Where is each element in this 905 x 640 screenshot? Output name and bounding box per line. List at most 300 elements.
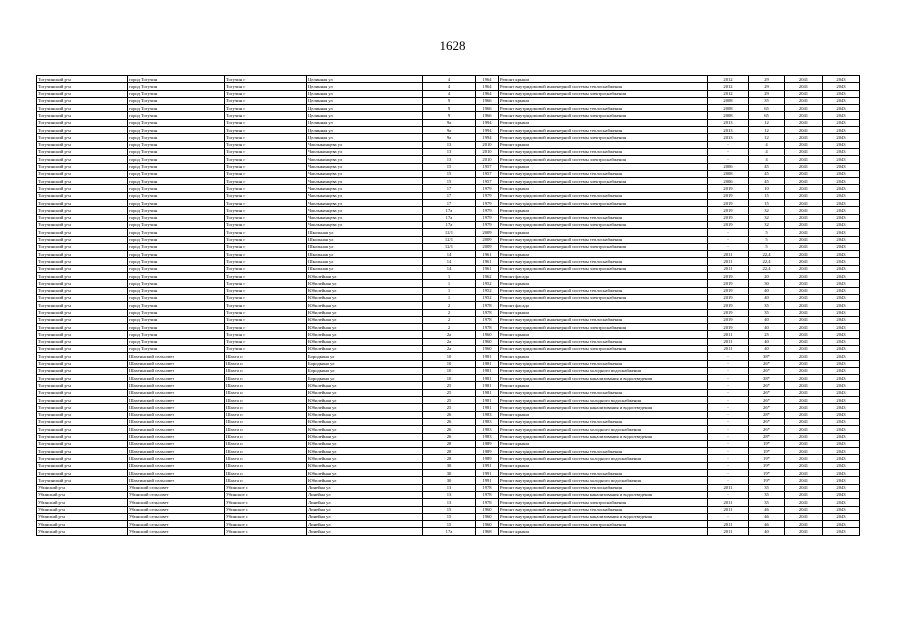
wear-percent-cell: 30 [749,280,785,287]
work-type-cell: Ремонт внутридомовой инженерной системы теплоснабжения [499,418,708,425]
last-repair-year-cell: 2011 [708,484,749,491]
house-number-cell: 1 [423,294,476,301]
municipality-cell: город Тогучин [128,331,225,338]
plan-start-year-cell: 2041 [785,353,823,360]
house-number-cell: 4 [423,83,476,90]
district-cell: Тогучинский р-н [37,389,128,396]
work-type-cell: Ремонт внутридомовой инженерной системы теплоснабжения [499,287,708,294]
table-row [37,324,860,331]
settlement-cell: Тогучин г [225,76,307,83]
last-repair-year-cell: 2006 [708,163,749,170]
plan-end-year-cell: 2043 [823,251,860,258]
last-repair-year-cell: 2019 [708,316,749,323]
work-type-cell: Ремонт внутридомовой инженерной системы теплоснабжения [499,105,708,112]
municipality-cell: Шахтинский сельсовет [128,389,225,396]
street-cell: Чаплыкинцева ул [307,221,423,228]
last-repair-year-cell: - [708,477,749,484]
house-number-cell: 9 [423,105,476,112]
table-row [37,170,860,177]
build-year-cell: 1981 [476,360,499,367]
house-number-cell: 9а [423,134,476,141]
work-type-cell: Ремонт крыши [499,309,708,316]
last-repair-year-cell: - [708,243,749,250]
build-year-cell: 1989 [476,455,499,462]
build-year-cell: 2009 [476,243,499,250]
plan-end-year-cell: 2043 [823,302,860,309]
municipality-cell: город Тогучин [128,90,225,97]
plan-end-year-cell: 2043 [823,119,860,126]
district-cell: Тогучинский р-н [37,382,128,389]
build-year-cell: 1960 [476,521,499,528]
work-type-cell: Ремонт внутридомовой инженерной системы электроснабжения [499,221,708,228]
plan-end-year-cell: 2043 [823,382,860,389]
work-type-cell: Ремонт внутридомовой инженерной системы теплоснабжения [499,214,708,221]
house-number-cell: 13 [423,156,476,163]
plan-end-year-cell: 2043 [823,207,860,214]
work-type-cell: Ремонт внутридомовой инженерной системы электроснабжения [499,200,708,207]
table-row [37,484,860,491]
settlement-cell: Шахта п [225,440,307,447]
table-row [37,273,860,280]
plan-start-year-cell: 2041 [785,141,823,148]
plan-end-year-cell: 2043 [823,506,860,513]
table-row [37,214,860,221]
street-cell: Школьная ул [307,251,423,258]
table-row [37,433,860,440]
table-row [37,521,860,528]
plan-end-year-cell: 2043 [823,265,860,272]
wear-percent-cell: 40 [749,294,785,301]
district-cell: Тогучинский р-н [37,148,128,155]
build-year-cell: 1966 [476,97,499,104]
plan-start-year-cell: 2041 [785,294,823,301]
build-year-cell: 1989 [476,440,499,447]
municipality-cell: город Тогучин [128,178,225,185]
street-cell: Юбилейная ул [307,273,423,280]
house-number-cell: 17а [423,528,476,535]
settlement-cell: Шахта п [225,375,307,382]
build-year-cell: 1964 [476,83,499,90]
settlement-cell: Шахта п [225,411,307,418]
work-type-cell: Ремонт крыши [499,185,708,192]
district-cell: Тогучинский р-н [37,214,128,221]
plan-start-year-cell: 2041 [785,83,823,90]
plan-start-year-cell: 2041 [785,506,823,513]
last-repair-year-cell: - [708,382,749,389]
work-type-cell: Ремонт крыши [499,411,708,418]
wear-percent-cell: 38* [749,353,785,360]
last-repair-year-cell: 2011 [708,499,749,506]
plan-end-year-cell: 2043 [823,397,860,404]
municipality-cell: город Тогучин [128,170,225,177]
settlement-cell: Тогучин г [225,141,307,148]
municipality-cell: Шахтинский сельсовет [128,411,225,418]
district-cell: Тогучинский р-н [37,477,128,484]
wear-percent-cell: 32 [749,207,785,214]
table-row [37,353,860,360]
wear-percent-cell: 40 [749,528,785,535]
municipality-cell: город Тогучин [128,316,225,323]
wear-percent-cell: 5 [749,229,785,236]
plan-end-year-cell: 2043 [823,470,860,477]
municipality-cell: город Тогучин [128,83,225,90]
build-year-cell: 2009 [476,236,499,243]
district-cell: Тогучинский р-н [37,316,128,323]
house-number-cell: 26 [423,418,476,425]
district-cell: Тогучинский р-н [37,353,128,360]
plan-end-year-cell: 2043 [823,462,860,469]
plan-start-year-cell: 2041 [785,338,823,345]
district-cell: Тогучинский р-н [37,462,128,469]
last-repair-year-cell: 2008 [708,105,749,112]
settlement-cell: Тогучин г [225,316,307,323]
wear-percent-cell: 35 [749,97,785,104]
table-row [37,440,860,447]
build-year-cell: 1957 [476,170,499,177]
table-row [37,360,860,367]
table-row [37,448,860,455]
last-repair-year-cell: 2011 [708,251,749,258]
last-repair-year-cell: - [708,148,749,155]
municipality-cell: Убинский сельсовет [128,491,225,498]
plan-start-year-cell: 2041 [785,287,823,294]
work-type-cell: Ремонт внутридомовой инженерной системы электроснабжения [499,521,708,528]
build-year-cell: 1964 [476,76,499,83]
table-row [37,148,860,155]
wear-percent-cell: 4 [749,141,785,148]
plan-start-year-cell: 2041 [785,521,823,528]
wear-percent-cell: 32 [749,214,785,221]
settlement-cell: Шахта п [225,397,307,404]
settlement-cell: Тогучин г [225,83,307,90]
work-type-cell: Ремонт крыши [499,382,708,389]
street-cell: Юбилейная ул [307,448,423,455]
wear-percent-cell: 26* [749,360,785,367]
work-type-cell: Ремонт крыши [499,229,708,236]
house-number-cell: 4 [423,90,476,97]
build-year-cell: 1994 [476,127,499,134]
settlement-cell: Тогучин г [225,294,307,301]
municipality-cell: город Тогучин [128,76,225,83]
municipality-cell: Шахтинский сельсовет [128,433,225,440]
municipality-cell: Шахтинский сельсовет [128,382,225,389]
district-cell: Тогучинский р-н [37,90,128,97]
work-type-cell: Ремонт внутридомовой инженерной системы теплоснабжения [499,258,708,265]
table-row [37,221,860,228]
plan-start-year-cell: 2041 [785,426,823,433]
settlement-cell: Тогучин г [225,148,307,155]
plan-end-year-cell: 2043 [823,338,860,345]
build-year-cell: 1957 [476,178,499,185]
table-row [37,389,860,396]
district-cell: Убинский р-н [37,521,128,528]
work-type-cell: Ремонт фасада [499,273,708,280]
build-year-cell: 2010 [476,141,499,148]
last-repair-year-cell: 2019 [708,192,749,199]
plan-end-year-cell: 2043 [823,90,860,97]
municipality-cell: Шахтинский сельсовет [128,397,225,404]
work-type-cell: Ремонт внутридомовой инженерной системы теплоснабжения [499,448,708,455]
build-year-cell: 1952 [476,287,499,294]
wear-percent-cell: 19* [749,470,785,477]
settlement-cell: Шахта п [225,389,307,396]
last-repair-year-cell: 2019 [708,273,749,280]
table-row [37,119,860,126]
plan-end-year-cell: 2043 [823,448,860,455]
district-cell: Тогучинский р-н [37,360,128,367]
district-cell: Тогучинский р-н [37,229,128,236]
district-cell: Тогучинский р-н [37,170,128,177]
street-cell: Юбилейная ул [307,397,423,404]
table-row [37,338,860,345]
build-year-cell: 1961 [476,251,499,258]
wear-percent-cell: 40 [749,324,785,331]
plan-end-year-cell: 2043 [823,170,860,177]
house-number-cell: 1 [423,280,476,287]
build-year-cell: 1983 [476,426,499,433]
build-year-cell: 1978 [476,316,499,323]
house-number-cell: 2а [423,338,476,345]
municipality-cell: Шахтинский сельсовет [128,404,225,411]
work-type-cell: Ремонт внутридомовой инженерной системы канализования и водоотведения [499,404,708,411]
work-type-cell: Ремонт внутридомовой инженерной системы электроснабжения [499,294,708,301]
municipality-cell: город Тогучин [128,302,225,309]
street-cell: Чаплыкинцева ул [307,200,423,207]
plan-start-year-cell: 2041 [785,280,823,287]
plan-end-year-cell: 2043 [823,484,860,491]
wear-percent-cell: 45 [749,163,785,170]
plan-end-year-cell: 2043 [823,280,860,287]
municipality-cell: город Тогучин [128,156,225,163]
municipality-cell: город Тогучин [128,345,225,352]
table-row [37,404,860,411]
plan-end-year-cell: 2043 [823,156,860,163]
work-type-cell: Ремонт крыши [499,163,708,170]
plan-start-year-cell: 2041 [785,455,823,462]
wear-percent-cell: 46 [749,506,785,513]
last-repair-year-cell: 2012 [708,76,749,83]
build-year-cell: 1978 [476,499,499,506]
settlement-cell: Шахта п [225,455,307,462]
last-repair-year-cell: 2019 [708,200,749,207]
plan-end-year-cell: 2043 [823,97,860,104]
plan-start-year-cell: 2041 [785,221,823,228]
wear-percent-cell: 40 [749,345,785,352]
district-cell: Тогучинский р-н [37,76,128,83]
street-cell: Школьная ул [307,229,423,236]
house-number-cell: 13 [423,484,476,491]
wear-percent-cell: 26* [749,426,785,433]
build-year-cell: 1981 [476,353,499,360]
settlement-cell: Тогучин г [225,90,307,97]
wear-percent-cell: 46 [749,513,785,520]
house-number-cell: 30 [423,470,476,477]
street-cell: Линейна ул [307,484,423,491]
build-year-cell: 1991 [476,477,499,484]
house-number-cell: 13 [423,499,476,506]
district-cell: Убинский р-н [37,499,128,506]
municipality-cell: город Тогучин [128,119,225,126]
municipality-cell: город Тогучин [128,148,225,155]
municipality-cell: город Тогучин [128,294,225,301]
work-type-cell: Ремонт внутридомовой инженерной системы теплоснабжения [499,170,708,177]
work-type-cell: Ремонт внутридомовой инженерной системы теплоснабжения [499,83,708,90]
plan-start-year-cell: 2041 [785,345,823,352]
plan-end-year-cell: 2043 [823,360,860,367]
work-type-cell: Ремонт внутридомовой инженерной системы теплоснабжения [499,127,708,134]
work-type-cell: Ремонт внутридомовой инженерной системы теплоснабжения [499,360,708,367]
build-year-cell: 2010 [476,148,499,155]
work-type-cell: Ремонт крыши [499,97,708,104]
table-row [37,141,860,148]
settlement-cell: Тогучин г [225,214,307,221]
district-cell: Убинский р-н [37,506,128,513]
last-repair-year-cell: 2011 [708,528,749,535]
municipality-cell: Убинский сельсовет [128,521,225,528]
plan-end-year-cell: 2043 [823,192,860,199]
settlement-cell: Шахта п [225,433,307,440]
wear-percent-cell: 26* [749,418,785,425]
last-repair-year-cell: 2012 [708,90,749,97]
house-number-cell: 4 [423,76,476,83]
street-cell: Юбилейная ул [307,440,423,447]
plan-end-year-cell: 2043 [823,513,860,520]
settlement-cell: Шахта п [225,418,307,425]
street-cell: Линейна ул [307,499,423,506]
work-type-cell: Ремонт внутридомовой инженерной системы канализования и водоотведения [499,375,708,382]
district-cell: Тогучинский р-н [37,287,128,294]
wear-percent-cell: 35 [749,491,785,498]
wear-percent-cell: 29 [749,83,785,90]
last-repair-year-cell: 2019 [708,214,749,221]
last-repair-year-cell: 2011 [708,345,749,352]
settlement-cell: Убинское с [225,506,307,513]
plan-start-year-cell: 2041 [785,105,823,112]
house-number-cell: 17а [423,214,476,221]
table-row [37,243,860,250]
street-cell: Целинная ул [307,97,423,104]
municipality-cell: город Тогучин [128,200,225,207]
plan-end-year-cell: 2043 [823,185,860,192]
last-repair-year-cell: 2008 [708,112,749,119]
plan-end-year-cell: 2043 [823,243,860,250]
plan-end-year-cell: 2043 [823,221,860,228]
settlement-cell: Шахта п [225,448,307,455]
table-row [37,499,860,506]
table-row [37,418,860,425]
settlement-cell: Тогучин г [225,280,307,287]
plan-end-year-cell: 2043 [823,353,860,360]
plan-end-year-cell: 2043 [823,433,860,440]
last-repair-year-cell: 2006 [708,178,749,185]
page-number: 1628 [439,38,466,53]
table-row [37,207,860,214]
table-row [37,97,860,104]
plan-start-year-cell: 2041 [785,192,823,199]
plan-end-year-cell: 2043 [823,273,860,280]
last-repair-year-cell: - [708,448,749,455]
last-repair-year-cell: - [708,513,749,520]
house-number-cell: 17а [423,221,476,228]
work-type-cell: Ремонт внутридомовой инженерной системы холодного водоснабжения [499,397,708,404]
house-number-cell: 2а [423,345,476,352]
last-repair-year-cell: 2013 [708,127,749,134]
table-row [37,280,860,287]
table-row [37,112,860,119]
build-year-cell: 1981 [476,389,499,396]
work-type-cell: Ремонт крыши [499,440,708,447]
plan-start-year-cell: 2041 [785,389,823,396]
last-repair-year-cell: - [708,360,749,367]
street-cell: Бородкина ул [307,375,423,382]
house-number-cell: 17 [423,185,476,192]
street-cell: Юбилейная ул [307,309,423,316]
street-cell: Целинная ул [307,112,423,119]
plan-end-year-cell: 2043 [823,148,860,155]
district-cell: Тогучинский р-н [37,418,128,425]
street-cell: Чаплыкинцева ул [307,207,423,214]
settlement-cell: Тогучин г [225,221,307,228]
plan-start-year-cell: 2041 [785,251,823,258]
work-type-cell: Ремонт внутридомовой инженерной системы теплоснабжения [499,484,708,491]
work-type-cell: Ремонт внутридомовой инженерной системы теплоснабжения [499,316,708,323]
street-cell: Целинная ул [307,127,423,134]
last-repair-year-cell: - [708,375,749,382]
build-year-cell: 1991 [476,470,499,477]
district-cell: Тогучинский р-н [37,97,128,104]
house-number-cell: 9 [423,97,476,104]
settlement-cell: Убинское с [225,484,307,491]
last-repair-year-cell: 2008 [708,170,749,177]
municipality-cell: город Тогучин [128,97,225,104]
district-cell: Тогучинский р-н [37,141,128,148]
district-cell: Тогучинский р-н [37,397,128,404]
table-row [37,528,860,535]
municipality-cell: город Тогучин [128,141,225,148]
district-cell: Тогучинский р-н [37,455,128,462]
table-row [37,455,860,462]
settlement-cell: Тогучин г [225,243,307,250]
table-row [37,105,860,112]
house-number-cell: 13 [423,491,476,498]
street-cell: Чаплыкинцева ул [307,141,423,148]
municipality-cell: Шахтинский сельсовет [128,353,225,360]
district-cell: Тогучинский р-н [37,273,128,280]
build-year-cell: 1979 [476,207,499,214]
settlement-cell: Шахта п [225,462,307,469]
district-cell: Тогучинский р-н [37,243,128,250]
district-cell: Тогучинский р-н [37,83,128,90]
district-cell: Тогучинский р-н [37,324,128,331]
municipality-cell: Убинский сельсовет [128,499,225,506]
street-cell: Юбилейная ул [307,433,423,440]
street-cell: Чаплыкинцева ул [307,192,423,199]
wear-percent-cell: 26* [749,389,785,396]
plan-start-year-cell: 2041 [785,207,823,214]
house-number-cell: 12/1 [423,236,476,243]
last-repair-year-cell: - [708,389,749,396]
last-repair-year-cell: - [708,411,749,418]
plan-end-year-cell: 2043 [823,236,860,243]
street-cell: Целинная ул [307,105,423,112]
district-cell: Тогучинский р-н [37,200,128,207]
district-cell: Тогучинский р-н [37,338,128,345]
last-repair-year-cell: - [708,156,749,163]
municipality-cell: Убинский сельсовет [128,528,225,535]
last-repair-year-cell: 2011 [708,258,749,265]
last-repair-year-cell: 2019 [708,309,749,316]
plan-end-year-cell: 2043 [823,404,860,411]
